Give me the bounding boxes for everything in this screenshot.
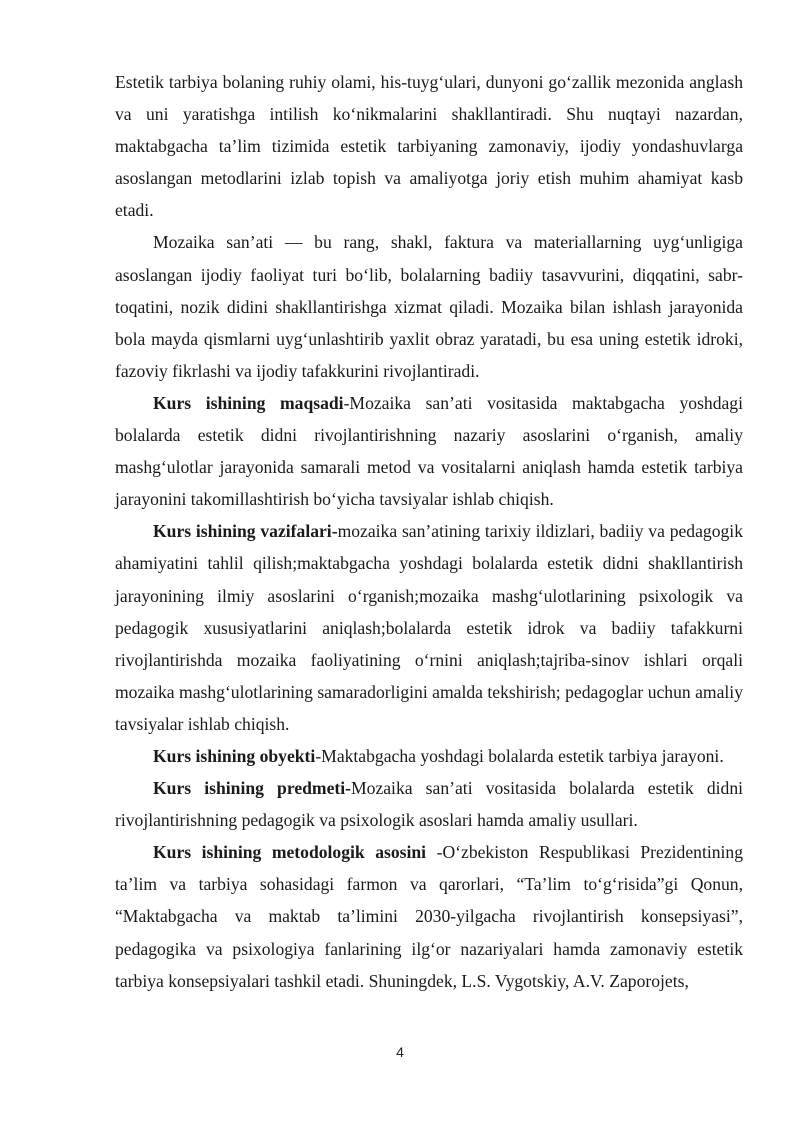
intro-paragraph (115, 66, 743, 226)
document-body (115, 66, 743, 997)
object-paragraph (115, 740, 743, 772)
goal-text: -Mozaika san’ati vositasida maktabgacha yoshdagi bolalarda estetik didni rivojlantirishning nazariy asoslarini o‘rganish, amaliy mashg‘ulotlar jarayonida samarali metod va vositalarni aniqlash hamda estetik tarbiya jarayonini takomillashtirish bo‘yicha tavsiyalar ishlab chiqish. (115, 392, 743, 510)
subject-heading: Kurs ishining predmeti- (153, 778, 351, 799)
methodology-text: -O‘zbekiston Respublikasi Prezidentining ta’lim va tarbiya sohasidagi farmon va qarorlari, “Ta’lim to‘g‘risida”gi Qonun, “Maktabgacha va maktab ta’limini 2030-yilgacha rivojlantirish konsepsiyasi”, pedagogika va psixologiya fanlarining ilg‘or nazariyalari hamda zamonaviy estetik tarbiya konsepsiyalari tashkil etadi. Shuningdek, L.S. Vygotskiy, A.V. Zaporojets, (115, 842, 743, 991)
goal-heading: Kurs ishining maqsadi (153, 392, 344, 413)
mosaic-text: Mozaika san’ati — bu rang, shakl, faktura va materiallarning uyg‘unligiga asoslangan ijodiy faoliyat turi bo‘lib, bolalarning badiiy tasavvurini, diqqatini, sabr-toqatini, nozik didini shakllantirishga xizmat qiladi. Mozaika bilan ishlash jarayonida bola mayda qismlarni uyg‘unlashtirib yaxlit obraz yaratadi, bu esa uning estetik idroki, fazoviy fikrlashi va ijodiy tafakkurini rivojlantiradi. (115, 232, 743, 381)
goal-paragraph (115, 387, 743, 515)
object-text: -Maktabgacha yoshdagi bolalarda estetik tarbiya jarayoni. (315, 745, 724, 766)
mosaic-paragraph (115, 226, 743, 386)
page-number: 4 (396, 1044, 404, 1060)
tasks-text: mozaika san’atining tarixiy ildizlari, badiiy va pedagogik ahamiyatini tahlil qilish;maktabgacha yoshdagi bolalarda estetik didni shakllantirish jarayonining ilmiy asoslarini o‘rganish;mozaika mashg‘ulotlarining psixologik va pedagogik xususiyatlarini aniqlash;bolalarda estetik idrok va badiiy tafakkurni rivojlantirishda mozaika faoliyatining o‘rnini aniqlash;tajriba-sinov ishlari orqali mozaika mashg‘ulotlarining samaradorligini amalda tekshirish; pedagoglar uchun amaliy tavsiyalar ishlab chiqish. (115, 521, 743, 734)
tasks-heading: Kurs ishining vazifalari- (153, 521, 338, 542)
tasks-paragraph (115, 515, 743, 740)
intro-text: Estetik tarbiya bolaning ruhiy olami, his-tuyg‘ulari, dunyoni go‘zallik mezonida anglash va uni yaratishga intilish ko‘nikmalarini shakllantiradi. Shu nuqtayi nazardan, maktabgacha ta’lim tizimida estetik tarbiyaning zamonaviy, ijodiy yondashuvlarga asoslangan metodlarini izlab topish va amaliyotga joriy etish muhim ahamiyat kasb etadi. (115, 72, 743, 221)
object-heading: Kurs ishining obyekti (153, 745, 316, 766)
methodology-heading: Kurs ishining metodologik asosini (153, 842, 437, 863)
subject-paragraph (115, 772, 743, 836)
subject-text: Mozaika san’ati vositasida bolalarda estetik didni rivojlantirishning pedagogik va psixologik asoslari hamda amaliy usullari. (115, 778, 744, 831)
methodology-paragraph (115, 836, 743, 996)
